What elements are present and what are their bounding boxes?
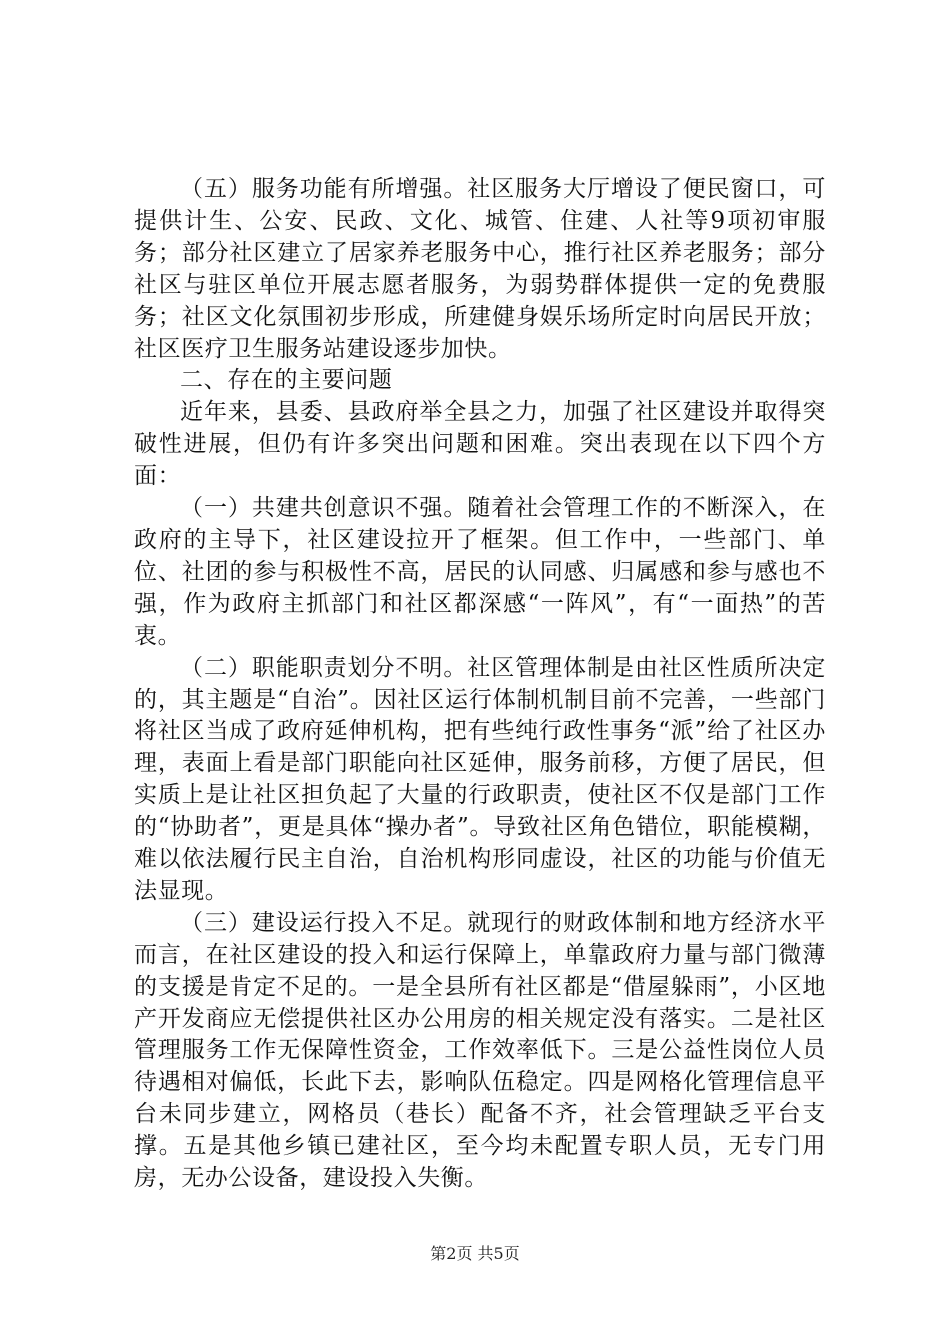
document-body [134,174,826,1195]
paragraph-problem-three: （三）建设运行投入不足。就现行的财政体制和地方经济水平而言，在社区建设的投入和运行保障上，单靠政府力量与部门微薄的支援是肯定不足的。一是全县所有社区都是“借屋躲雨”，小区地产开发商应无偿提供社区办公用房的相关规定没有落实。二是社区管理服务工作无保障性资金，工作效率低下。三是公益性岗位人员待遇相对偏低，长此下去，影响队伍稳定。四是网格化管理信息平台未同步建立，网格员（巷长）配备不齐，社会管理缺乏平台支撑。五是其他乡镇已建社区，至今均未配置专职人员，无专门用房，无办公设备，建设投入失衡。 [134,909,826,1192]
page-number-footer: 第2页 共5页 [430,1244,520,1263]
paragraph-problems-intro: 近年来，县委、县政府举全县之力，加强了社区建设并取得突破性进展，但仍有许多突出问题和困难。突出表现在以下四个方面： [134,399,826,490]
section-heading-main-problems: 二、存在的主要问题 [180,367,393,394]
paragraph-service-functions: （五）服务功能有所增强。社区服务大厅增设了便民窗口，可提供计生、公安、民政、文化、城管、住建、人社等9项初审服务；部分社区建立了居家养老服务中心，推行社区养老服务；部分社区与驻区单位开展志愿者服务，为弱势群体提供一定的免费服务；社区文化氛围初步形成，所建健身娱乐场所定时向居民开放；社区医疗卫生服务站建设逐步加快。 [134,176,826,362]
paragraph-problem-one: （一）共建共创意识不强。随着社会管理工作的不断深入，在政府的主导下，社区建设拉开了框架。但工作中，一些部门、单位、社团的参与积极性不高，居民的认同感、归属感和参与感也不强，作为政府主抓部门和社区都深感“一阵风”，有“一面热”的苦衷。 [134,495,826,649]
paragraph-problem-two: （二）职能职责划分不明。社区管理体制是由社区性质所决定的，其主题是“自治”。因社区运行体制机制目前不完善，一些部门将社区当成了政府延伸机构，把有些纯行政性事务“派”给了社区办理，表面上看是部门职能向社区延伸，服务前移，方便了居民，但实质上是让社区担负起了大量的行政职责，使社区不仅是部门工作的“协助者”，更是具体“操办者”。导致社区角色错位，职能模糊，难以依法履行民主自治，自治机构形同虚设，社区的功能与价值无法显现。 [134,654,826,904]
